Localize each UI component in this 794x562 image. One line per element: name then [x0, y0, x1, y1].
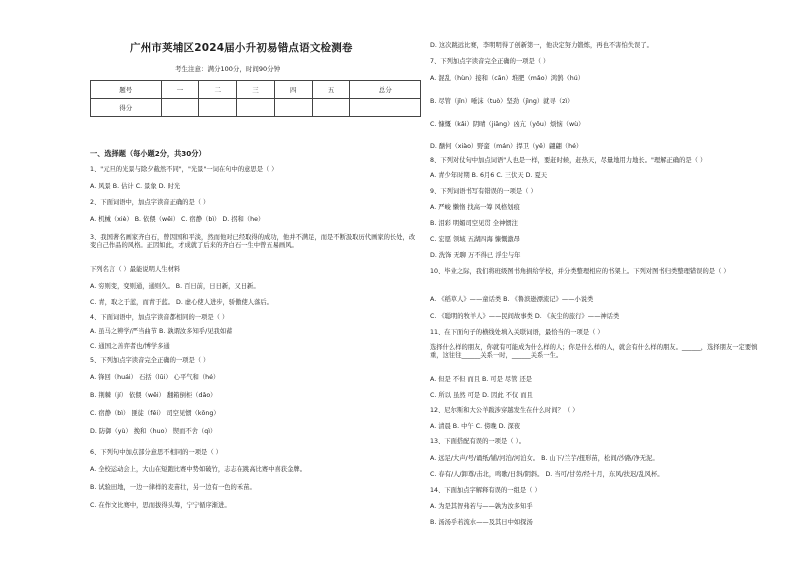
table-cell — [161, 99, 199, 117]
option-line: B. 荆棘（jí） 依偎（wēi） 翻箱倒柜（dǎo） — [90, 392, 217, 399]
option-line: A. 全校运动会上，大山在短跑比赛中势如破竹，志志在跳高比赛中喜获金牌。 — [90, 466, 306, 473]
table-cell: 四 — [274, 81, 312, 99]
table-cell: 得分 — [91, 99, 162, 117]
option-line: B. 试验田地，一边一律样的麦苗壮，另一边有一色的禾苗。 — [90, 484, 256, 491]
option-line: A. 穷则变，变则通，通则久。 B. 百日前，日日新，又日新。 — [90, 283, 260, 290]
table-cell: 题号 — [91, 81, 162, 99]
option-line: A. 锋回（huái） 石括（lūi） 心平气和（hé） — [90, 374, 220, 381]
question-line: 2、下面词语中，加点字读音正确的是（ ） — [90, 199, 210, 206]
option-line: C. 《聪明的牧羊人》——民间故事类 D. 《灰尘的旅行》——神话类 — [430, 313, 620, 320]
option-line: A. 严峻 懒惰 找高一筹 风格划痕 — [430, 204, 520, 211]
table-cell: 一 — [161, 81, 199, 99]
table-cell: 五 — [312, 81, 350, 99]
option-line: C. 所以 虽然 可是 D. 因此 不仅 而且 — [430, 392, 533, 399]
option-line: D. 防御（yù） 挽和（huo） 锲而不舍（qì） — [90, 428, 217, 435]
option-line: C. 在作文比赛中，思而拔得头筹，宁宁循序渐进。 — [90, 502, 231, 509]
question-line: 6、下列句中加点部分意思不相同的一项是（ ） — [90, 449, 222, 456]
option-line: A. 混乱（hùn）接和（cān）堆肥（mǎo）鸿鹄（hú） — [430, 75, 585, 82]
table-cell — [237, 99, 275, 117]
question-line: 5、下列加点字读音完全正确的一项是（ ） — [90, 357, 210, 364]
option-line: C. 通国之善弈者也/博学多通 — [90, 343, 170, 350]
question-line: 3、我国著名画家齐白石，曾因国和平淡，然而他对已经取得的成功，他并不满足，而是不断汲取历代画家的长处，改变自己作品的风格。正因如此，才成就了后来的齐白石一生中曾五易画风。 — [90, 234, 416, 249]
question-line: 8、下列对仗句中加点词语"人也是一样，要赶时候，赶热天，尽量地用力地长。"理解正确的是（ ） — [430, 157, 707, 164]
question-line: 7、下列加点字读音完全正确的一项是（ ） — [430, 58, 550, 65]
question-line: 1、"元旦的光景与除夕截然不同"，"光景"一词在句中的意思是（ ） — [90, 166, 278, 173]
table-cell — [312, 99, 350, 117]
option-line: A. 远足/大声/号/诵纸/铺/河泊/河泊女。 B. 山下/兰芋/扭形苗，松间/沙路/净无泥。 — [430, 455, 659, 462]
option-line: C. 宿静（bì） 匪徒（fěi） 司空见惯（kōng） — [90, 410, 220, 417]
option-line: A. 风景 B. 估计 C. 景象 D. 时光 — [90, 183, 181, 190]
option-line: A. 机械（xiè） B. 依偎（wēi） C. 宿静（bì） D. 拐和（he） — [90, 216, 265, 223]
table-row — [91, 81, 421, 99]
option-line: A. 《稻草人》——童话类 B. 《鲁滨逊漂流记》——小说类 — [430, 296, 594, 303]
question-line: 9、下列词语书写有错误的一项是（ ） — [430, 188, 537, 195]
option-line: D. 酗何（xiào）野蛮（mán）捍卫（yě）翩翩（hé） — [430, 143, 583, 150]
table-cell — [350, 99, 421, 117]
page-title: 广州市荚埔区2024届小升初易错点语文检测卷 — [130, 42, 353, 54]
option-line: B. 尽管（jǐn）唾沫（tuò）坚劲（jìng）就寻（zì） — [430, 98, 574, 105]
question-line: 4、下面词语中，加点字读音都相同的一项是（ ） — [90, 314, 229, 321]
option-line: D. 洗饰 无聊 万不得已 浮尘与年 — [430, 252, 521, 259]
option-line: C. 宏愿 领域 五湖四海 慷慨激昂 — [430, 236, 520, 243]
question-line: 13、下面搭配有误的一项是（ ）。 — [430, 438, 526, 445]
table-cell — [199, 99, 237, 117]
option-line: A. 清晨 B. 中午 C. 傍晚 D. 深夜 — [430, 423, 521, 430]
option-line: D. 这次跳远比赛，李明明得了创新第一，他决定努力锻炼，再也不害怕失误了。 — [430, 42, 653, 49]
question-line: 下列名言（ ）最能说明人生材料 — [90, 266, 181, 273]
table-cell: 三 — [237, 81, 275, 99]
question-line: 11、在下面句子的横线处填入关联词语，最恰当的一项是（ ） — [430, 329, 604, 336]
question-line: 选择什么样的朋友，你就有可能成为什么样的人；你是什么样的人，就会有什么样的朋友。______，选择朋友一定要慎重，这往往______关系一时，______关系一生。 — [430, 344, 758, 359]
question-line: 14、下面加点字解释有误的一组是（ ） — [430, 487, 541, 494]
option-line: B. 汤汤乎若流水——及其日中如探汤 — [430, 519, 533, 526]
question-line: 12、尼尔斯和大公羊跋涉穿越发生在什么时间？（ ） — [430, 407, 579, 414]
option-line: A. 虽马之辨学/严当曲节 B. 孰谓汝多知乎/见我如蓄 — [90, 328, 233, 335]
option-line: C. 青，取之于蓝，而青于蓝。 D. 虚心使人进步，骄傲使人落后。 — [90, 299, 273, 306]
option-line: A. 为是其智弗若与——孰为汝多知乎 — [430, 503, 533, 510]
option-line: B. 泪彩 明媚司空见贯 全神惯注 — [430, 220, 518, 227]
table-cell: 总分 — [350, 81, 421, 99]
option-line: A. 青少年时期 B. 6月6 C. 三伏天 D. 夏天 — [430, 172, 548, 179]
option-line: A. 但是 不但 而且 B. 可是 尽管 还是 — [430, 376, 533, 383]
table-cell — [274, 99, 312, 117]
section-heading: 一、选择题（每小题2分，共30分） — [90, 149, 206, 158]
score-table — [90, 80, 421, 117]
table-cell: 二 — [199, 81, 237, 99]
option-line: C. 春有/人/卸尊/击北，鸣歌/日斜/阴斜。 D. 当可/甘劳/经十月，东风/扶迟/乱风杯。 — [430, 471, 664, 478]
question-line: 10、毕业之际，我们将班级图书角捐给学校，并分类整理相应的书架上。下列对图书归类整理错误的是（ ） — [430, 268, 730, 275]
option-line: C. 慷慨（kǎi）阴晴（jiāng）凶亢（yōu）烦恼（wù） — [430, 121, 585, 128]
exam-note: 考生注意：满分100分，时间90分钟 — [175, 65, 281, 73]
table-row — [91, 99, 421, 117]
